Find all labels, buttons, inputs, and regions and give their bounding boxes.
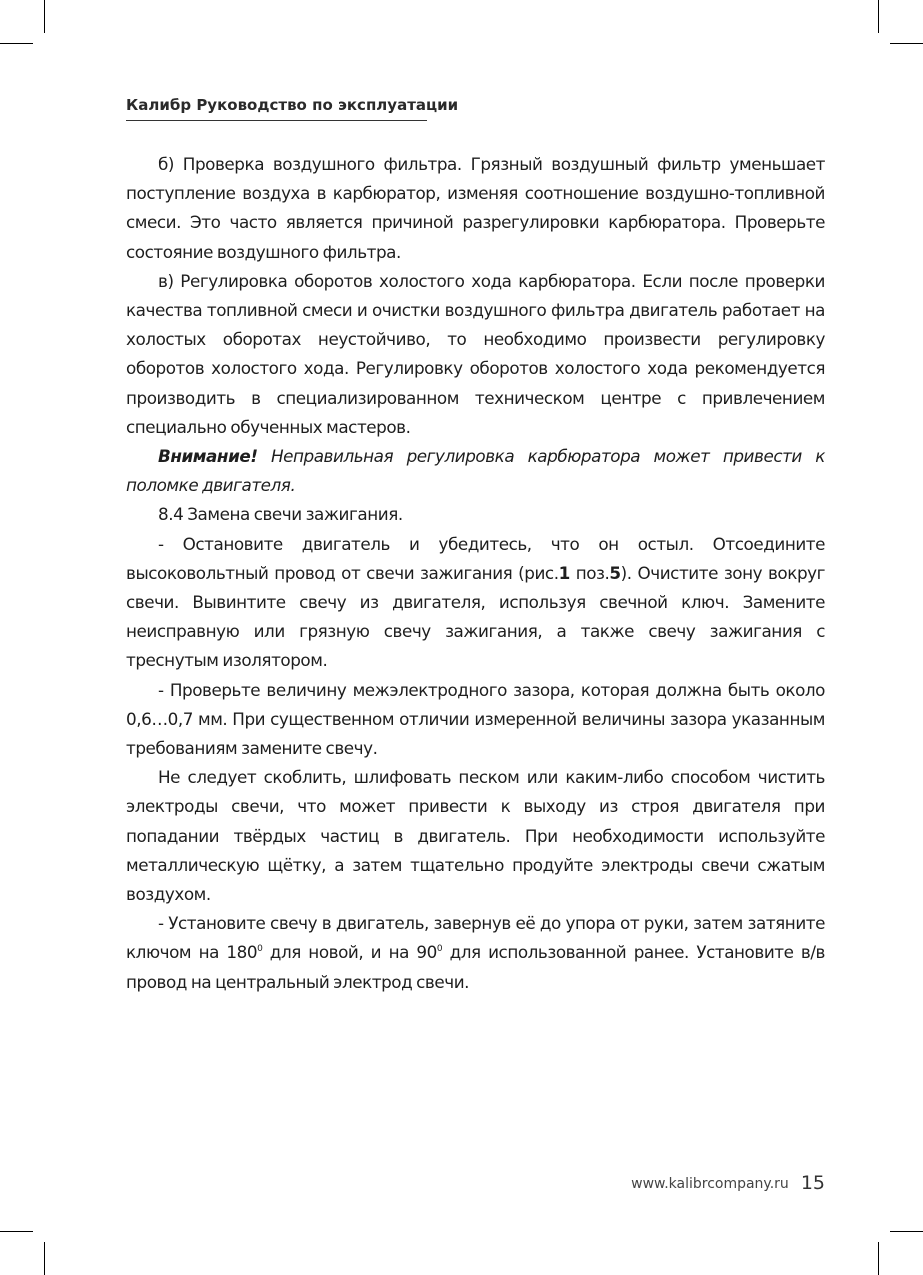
position-ref: 5 xyxy=(609,562,621,583)
paragraph-remove-plug: - Остановите двигатель и убедитесь, что он остыл. Отсоедините высоковольтный провод от свечи зажигания (рис.1 поз.5). Очистите зону вокруг свечи. Вывинтите свечу из двигателя, используя свечной ключ. Замените неисправную или грязную свечу зажигания, а также свечу зажигания с треснутым изолятором. xyxy=(126,533,825,671)
paragraph-install-plug: - Установите свечу в двигатель, завернув её до упора от руки, затем затяните ключом на $180^0$ для новой, и на $90^0$ для использованной ранее. Установите в/в провод на центральный электрод свечи. xyxy=(126,913,826,992)
paragraph-air-filter: б) Проверка воздушного фильтра. Грязный воздушный фильтр уменьшает поступление воздуха в карбюратор, изменяя соотношение воздушно-топливной смеси. Это часто является причиной разрегулировки карбюратора. Проверьте состояние воздушного фильтра. xyxy=(126,154,825,262)
crop-mark xyxy=(0,43,33,44)
running-header: Калибр Руководство по эксплуатации xyxy=(126,96,427,121)
page-content xyxy=(126,150,825,997)
website-url: www.kalibrcompany.ru xyxy=(631,1176,789,1192)
page-number: 15 xyxy=(800,1172,825,1194)
crop-mark xyxy=(890,1231,923,1232)
paragraph-idle-adjustment: в) Регулировка оборотов холостого хода карбюратора. Если после проверки качества топливной смеси и очистки воздушного фильтра двигатель работает на холостых оборотах неустойчиво, то необходимо произвести регулировку оборотов холостого хода. Регулировку оборотов холостого хода рекомендуется производить в специализированном техническом центре с привлечением специально обученных мастеров. xyxy=(126,270,825,437)
figure-ref: 1 xyxy=(558,562,570,583)
degree-sup: 0 xyxy=(436,944,443,955)
paragraph-cleaning-warning: Не следует скоблить, шлифовать песком или каким-либо способом чистить электроды свечи, что может привести к выходу из строя двигателя при попадании твёрдых частиц в двигатель. При необходимости используйте металлическую щётку, а затем тщательно продуйте электроды свечи сжатым воздухом. xyxy=(126,767,825,905)
crop-mark xyxy=(44,1242,45,1275)
crop-mark xyxy=(878,0,879,33)
crop-mark xyxy=(0,1231,33,1232)
section-heading: 8.4 Замена свечи зажигания. xyxy=(158,504,403,525)
page-footer xyxy=(560,1172,825,1194)
warning-label: Внимание! xyxy=(158,446,258,467)
crop-mark xyxy=(878,1242,879,1275)
degree-sup: 0 xyxy=(257,944,263,955)
warning-text: Неправильная регулировка карбюратора может привести к поломке двигателя. xyxy=(126,446,825,496)
crop-mark xyxy=(44,0,45,33)
warning-paragraph xyxy=(126,442,825,500)
crop-mark xyxy=(890,43,923,44)
paragraph-gap-check: - Проверьте величину межэлектродного зазора, которая должна быть около 0,6…0,7 мм. При существенном отличии измеренной величины зазора указанным требованиям замените свечу. xyxy=(126,679,825,759)
